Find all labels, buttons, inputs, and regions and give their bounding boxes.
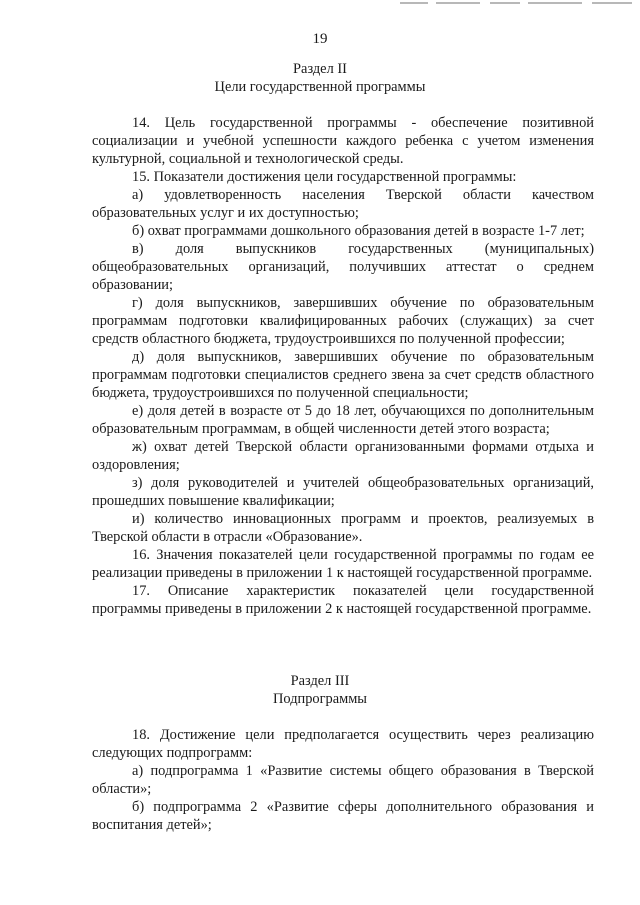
subprogram-2: б) подпрограмма 2 «Развитие сферы дополнительного образования и воспитания детей»; xyxy=(92,799,594,833)
section-3-body xyxy=(92,726,594,834)
paragraph-14: 14. Цель государственной программы - обеспечение позитивной социализации и учебной успешности каждого ребенка с учетом изменения культурной, социальной и технологической среды. xyxy=(92,115,594,167)
list-item-g: г) доля выпускников, завершивших обучение по образовательным программам подготовки квалифицированных рабочих (служащих) за счет средств областного бюджета, трудоустроившихся по полученной профессии; xyxy=(92,295,594,347)
paragraph-15: 15. Показатели достижения цели государственной программы: xyxy=(132,169,517,185)
list-item-d: д) доля выпускников, завершивших обучение по образовательным программам подготовки специалистов среднего звена за счет средств областного бюджета, трудоустроившихся по полученной специальности; xyxy=(92,349,594,401)
page-number: 19 xyxy=(312,31,328,47)
list-item-b: б) охват программами дошкольного образования детей в возрасте 1-7 лет; xyxy=(132,223,585,239)
list-item-zh: ж) охват детей Тверской области организованными формами отдыха и оздоровления; xyxy=(92,439,594,473)
list-item-e: е) доля детей в возрасте от 5 до 18 лет, обучающихся по дополнительным образовательным программам, в общей численности детей этого возраста; xyxy=(92,403,594,437)
scan-artifact xyxy=(400,0,640,8)
section-2-subtitle: Цели государственной программы xyxy=(214,79,426,95)
section-2-body xyxy=(92,114,594,618)
paragraph-16: 16. Значения показателей цели государственной программы по годам ее реализации приведены в приложении 1 к настоящей государственной программе. xyxy=(92,547,594,581)
subprogram-1: а) подпрограмма 1 «Развитие системы общего образования в Тверской области»; xyxy=(92,763,594,797)
list-item-z: з) доля руководителей и учителей общеобразовательных организаций, прошедших повышение квалификации; xyxy=(92,475,594,509)
list-item-i: и) количество инновационных программ и проектов, реализуемых в Тверской области в отрасли «Образование». xyxy=(92,511,594,545)
section-2-title: Раздел II xyxy=(293,61,347,77)
paragraph-17: 17. Описание характеристик показателей цели государственной программы приведены в приложении 2 к настоящей государственной программе. xyxy=(92,583,594,617)
section-3-title: Раздел III xyxy=(290,673,350,689)
list-item-a: а) удовлетворенность населения Тверской области качеством образовательных услуг и их доступностью; xyxy=(92,187,594,221)
section-3-subtitle: Подпрограммы xyxy=(273,691,367,707)
list-item-v: в) доля выпускников государственных (муниципальных) общеобразовательных организаций, получивших аттестат о среднем образовании; xyxy=(92,241,594,293)
paragraph-18: 18. Достижение цели предполагается осуществить через реализацию следующих подпрограмм: xyxy=(92,727,594,761)
